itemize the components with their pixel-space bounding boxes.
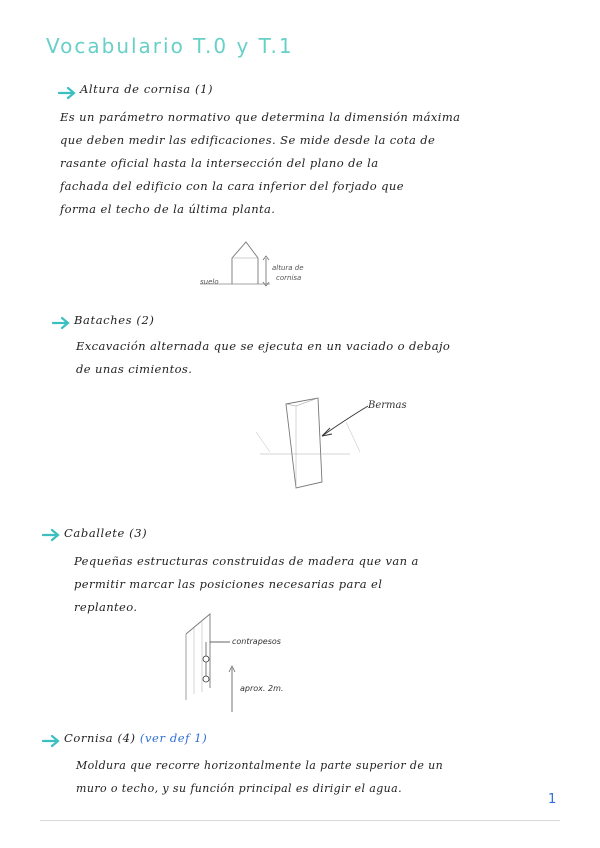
section-text-bataches xyxy=(76,335,450,381)
text-line: replanteo. xyxy=(74,600,138,614)
section-text-altura xyxy=(60,106,460,221)
section-heading-bataches: Bataches (2) xyxy=(74,313,155,327)
text-line: fachada del edificio con la cara inferior del forjado que xyxy=(60,179,404,193)
text-line: Excavación alternada que se ejecuta en un vaciado o debajo xyxy=(76,339,451,353)
section-heading-altura: Altura de cornisa (1) xyxy=(80,82,214,96)
label-cornisa: cornisa xyxy=(276,274,302,282)
text-line: permitir marcar las posiciones necesarias para el xyxy=(74,577,383,591)
house-sketch xyxy=(200,236,340,296)
text-line: rasante oficial hasta la intersección del plano de la xyxy=(60,156,379,170)
text-line: Moldura que recorre horizontalmente la parte superior de un xyxy=(76,759,444,772)
label-altura-de: altura de xyxy=(272,264,304,272)
label-contrapesos: contrapesos xyxy=(232,637,281,646)
text-line: que deben medir las edificaciones. Se mide desde la cota de xyxy=(60,133,436,147)
cornisa-reference: (ver def 1) xyxy=(139,731,208,745)
text-line: Es un parámetro normativo que determina la dimensión máxima xyxy=(60,110,461,124)
cornisa-heading-text: Cornisa (4) xyxy=(64,731,136,745)
label-suelo: suelo xyxy=(200,278,219,286)
text-line: forma el techo de la última planta. xyxy=(60,202,276,216)
arrow-icon xyxy=(52,316,70,330)
arrow-icon xyxy=(42,734,60,748)
section-heading-cornisa xyxy=(64,731,207,745)
label-bermas: Bermas xyxy=(368,400,407,411)
caballete-sketch xyxy=(180,604,320,714)
section-text-cornisa xyxy=(76,754,443,800)
text-line: Pequeñas estructuras construidas de madera que van a xyxy=(74,554,419,568)
arrow-icon xyxy=(42,528,60,542)
page-bottom-rule xyxy=(40,820,560,821)
page-title: Vocabulario T.0 y T.1 xyxy=(46,34,294,58)
arrow-icon xyxy=(58,86,76,100)
text-line: de unas cimientos. xyxy=(76,362,193,376)
text-line: muro o techo, y su función principal es dirigir el agua. xyxy=(76,782,403,795)
section-heading-caballete: Caballete (3) xyxy=(64,526,148,540)
label-aprox-2m: aprox. 2m. xyxy=(240,684,284,693)
page-number: 1 xyxy=(548,792,557,807)
